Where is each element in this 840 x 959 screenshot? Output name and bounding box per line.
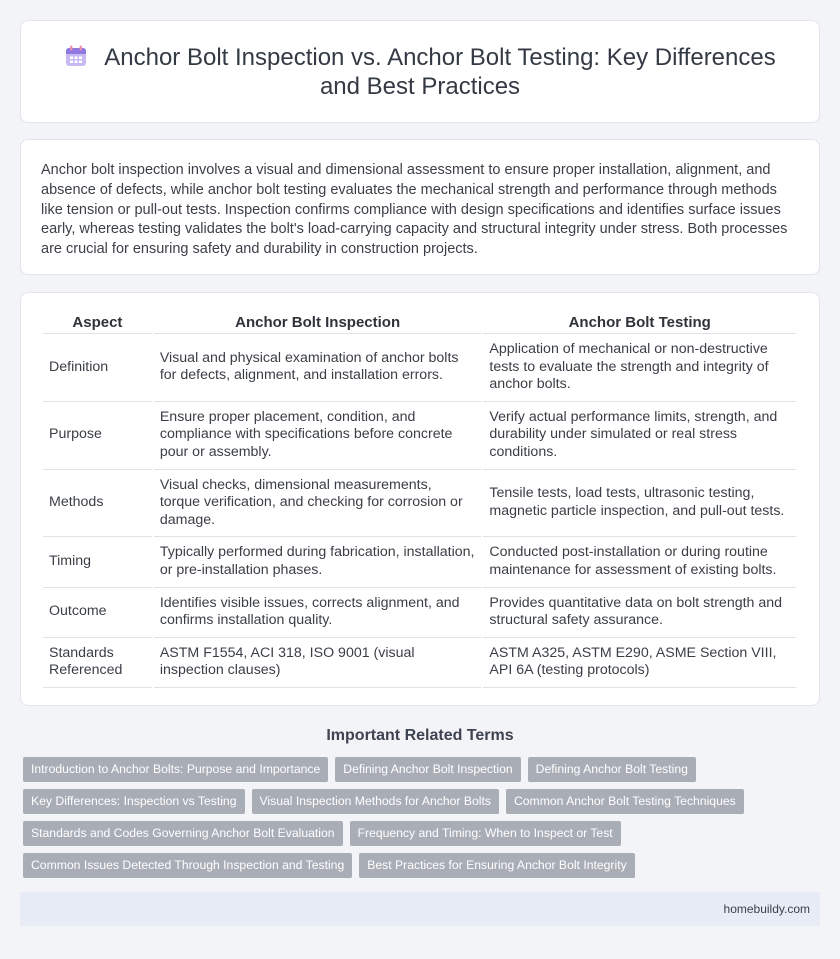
testing-cell: Conducted post-installation or during routine maintenance for assessment of existing bolts. <box>483 537 796 587</box>
related-term-tag[interactable]: Frequency and Timing: When to Inspect or Test <box>350 821 621 846</box>
testing-cell: ASTM A325, ASTM E290, ASME Section VIII, API 6A (testing protocols) <box>483 638 796 688</box>
inspection-cell: ASTM F1554, ACI 318, ISO 9001 (visual inspection clauses) <box>154 638 482 688</box>
testing-cell: Verify actual performance limits, strength, and durability under simulated or real stress conditions. <box>483 402 796 470</box>
inspection-cell: Visual checks, dimensional measurements, torque verification, and checking for corrosion or damage. <box>154 470 482 538</box>
inspection-cell: Typically performed during fabrication, installation, or pre-installation phases. <box>154 537 482 587</box>
aspect-cell: Purpose <box>43 402 152 470</box>
testing-cell: Tensile tests, load tests, ultrasonic testing, magnetic particle inspection, and pull-out tests. <box>483 470 796 538</box>
comparison-table-card <box>20 292 820 706</box>
related-term-tag[interactable]: Key Differences: Inspection vs Testing <box>23 789 245 814</box>
intro-paragraph: Anchor bolt inspection involves a visual and dimensional assessment to ensure proper installation, alignment, and absence of defects, while anchor bolt testing evaluates the mechanical strength and performance through methods like tension or pull-out tests. Inspection confirms compliance with design specifications and identifies surface issues early, whereas testing validates the bolt's load-carrying capacity and structural integrity under stress. Both processes are crucial for ensuring safety and durability in construction projects. <box>41 162 788 258</box>
related-term-tag[interactable]: Common Anchor Bolt Testing Techniques <box>506 789 744 814</box>
header-inspection: Anchor Bolt Inspection <box>154 307 482 334</box>
related-term-tag[interactable]: Defining Anchor Bolt Testing <box>528 757 696 782</box>
header-aspect: Aspect <box>43 307 152 334</box>
inspection-cell: Ensure proper placement, condition, and compliance with specifications before concrete pour or assembly. <box>154 402 482 470</box>
related-term-tag[interactable]: Standards and Codes Governing Anchor Bolt Evaluation <box>23 821 343 846</box>
related-terms-tags <box>20 757 820 878</box>
testing-cell: Application of mechanical or non-destructive tests to evaluate the strength and integrity of anchor bolts. <box>483 334 796 402</box>
related-terms-section <box>20 727 820 878</box>
related-term-tag[interactable]: Common Issues Detected Through Inspection and Testing <box>23 853 352 878</box>
table-row <box>43 537 796 587</box>
intro-card <box>20 139 820 275</box>
related-term-tag[interactable]: Visual Inspection Methods for Anchor Bolts <box>252 789 499 814</box>
header-testing: Anchor Bolt Testing <box>483 307 796 334</box>
table-row <box>43 470 796 538</box>
table-row <box>43 334 796 402</box>
footer <box>20 892 820 926</box>
testing-cell: Provides quantitative data on bolt strength and structural safety assurance. <box>483 588 796 638</box>
footer-site-link[interactable]: homebuildy.com <box>723 902 810 916</box>
page-title-text: Anchor Bolt Inspection vs. Anchor Bolt Testing: Key Differences and Best Practices <box>104 43 776 100</box>
table-header-row <box>43 307 796 334</box>
related-term-tag[interactable]: Introduction to Anchor Bolts: Purpose and Importance <box>23 757 328 782</box>
calendar-icon <box>64 45 88 67</box>
related-term-tag[interactable]: Defining Anchor Bolt Inspection <box>335 757 520 782</box>
title-card <box>20 20 820 123</box>
aspect-cell: Methods <box>43 470 152 538</box>
inspection-cell: Identifies visible issues, corrects alignment, and confirms installation quality. <box>154 588 482 638</box>
table-row <box>43 402 796 470</box>
title-wrap <box>51 43 789 101</box>
aspect-cell: Timing <box>43 537 152 587</box>
aspect-cell: Standards Referenced <box>43 638 152 688</box>
table-row <box>43 638 796 688</box>
aspect-cell: Definition <box>43 334 152 402</box>
related-terms-heading: Important Related Terms <box>326 727 514 744</box>
inspection-cell: Visual and physical examination of anchor bolts for defects, alignment, and installation errors. <box>154 334 482 402</box>
aspect-cell: Outcome <box>43 588 152 638</box>
related-term-tag[interactable]: Best Practices for Ensuring Anchor Bolt Integrity <box>359 853 634 878</box>
page-title <box>51 43 789 101</box>
comparison-table <box>41 307 798 688</box>
table-row <box>43 588 796 638</box>
